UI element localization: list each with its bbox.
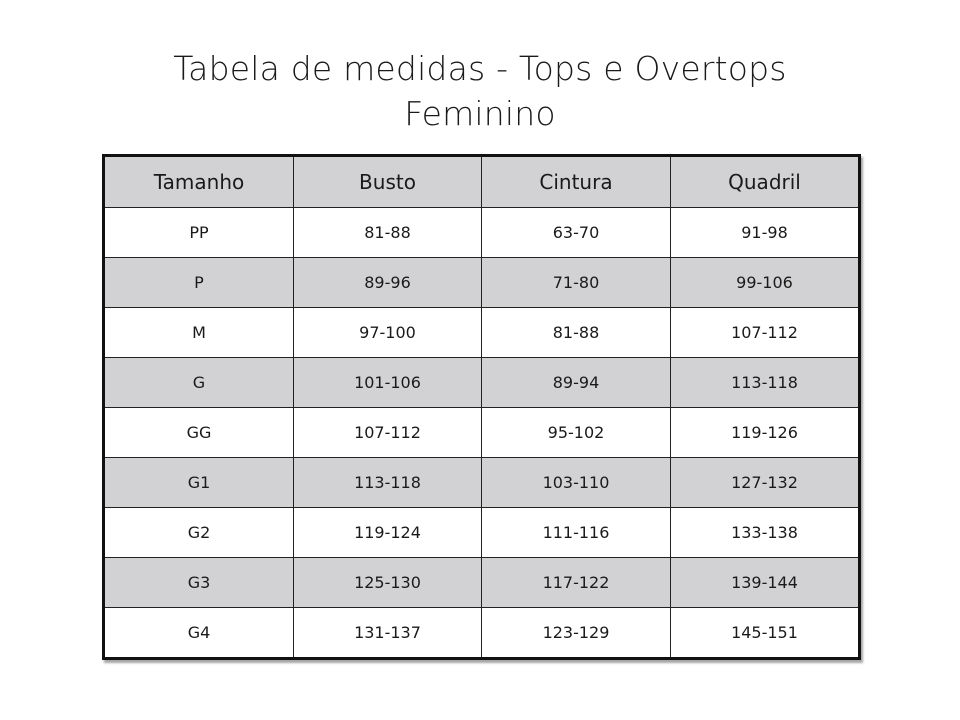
cell-busto: 81-88 bbox=[294, 208, 482, 258]
cell-quadril: 127-132 bbox=[671, 458, 860, 508]
cell-quadril: 145-151 bbox=[671, 608, 860, 659]
table-row bbox=[104, 408, 860, 458]
cell-cintura: 111-116 bbox=[482, 508, 671, 558]
cell-busto: 97-100 bbox=[294, 308, 482, 358]
table-row bbox=[104, 208, 860, 258]
cell-size: GG bbox=[104, 408, 294, 458]
cell-quadril: 107-112 bbox=[671, 308, 860, 358]
cell-cintura: 95-102 bbox=[482, 408, 671, 458]
table-row bbox=[104, 258, 860, 308]
header-tamanho: Tamanho bbox=[104, 156, 294, 208]
table-row bbox=[104, 458, 860, 508]
cell-cintura: 117-122 bbox=[482, 558, 671, 608]
cell-busto: 131-137 bbox=[294, 608, 482, 659]
cell-size: P bbox=[104, 258, 294, 308]
cell-quadril: 139-144 bbox=[671, 558, 860, 608]
table-row bbox=[104, 508, 860, 558]
cell-busto: 89-96 bbox=[294, 258, 482, 308]
header-busto: Busto bbox=[294, 156, 482, 208]
cell-size: PP bbox=[104, 208, 294, 258]
cell-size: G1 bbox=[104, 458, 294, 508]
header-quadril: Quadril bbox=[671, 156, 860, 208]
cell-quadril: 99-106 bbox=[671, 258, 860, 308]
cell-quadril: 91-98 bbox=[671, 208, 860, 258]
cell-size: G bbox=[104, 358, 294, 408]
cell-cintura: 123-129 bbox=[482, 608, 671, 659]
header-cintura: Cintura bbox=[482, 156, 671, 208]
cell-cintura: 81-88 bbox=[482, 308, 671, 358]
table-row bbox=[104, 308, 860, 358]
cell-busto: 113-118 bbox=[294, 458, 482, 508]
cell-size: G2 bbox=[104, 508, 294, 558]
cell-size: G3 bbox=[104, 558, 294, 608]
cell-cintura: 89-94 bbox=[482, 358, 671, 408]
cell-cintura: 63-70 bbox=[482, 208, 671, 258]
cell-quadril: 133-138 bbox=[671, 508, 860, 558]
cell-busto: 101-106 bbox=[294, 358, 482, 408]
page-title bbox=[0, 46, 960, 136]
cell-busto: 107-112 bbox=[294, 408, 482, 458]
cell-busto: 125-130 bbox=[294, 558, 482, 608]
cell-size: G4 bbox=[104, 608, 294, 659]
title-line-2: Feminino bbox=[404, 94, 556, 133]
table-row bbox=[104, 608, 860, 659]
cell-quadril: 119-126 bbox=[671, 408, 860, 458]
size-table bbox=[102, 154, 861, 660]
table-row bbox=[104, 558, 860, 608]
table-row bbox=[104, 358, 860, 408]
title-line-1: Tabela de medidas - Tops e Overtops bbox=[173, 49, 787, 88]
cell-cintura: 71-80 bbox=[482, 258, 671, 308]
table-header-row bbox=[104, 156, 860, 208]
cell-quadril: 113-118 bbox=[671, 358, 860, 408]
cell-busto: 119-124 bbox=[294, 508, 482, 558]
cell-cintura: 103-110 bbox=[482, 458, 671, 508]
cell-size: M bbox=[104, 308, 294, 358]
